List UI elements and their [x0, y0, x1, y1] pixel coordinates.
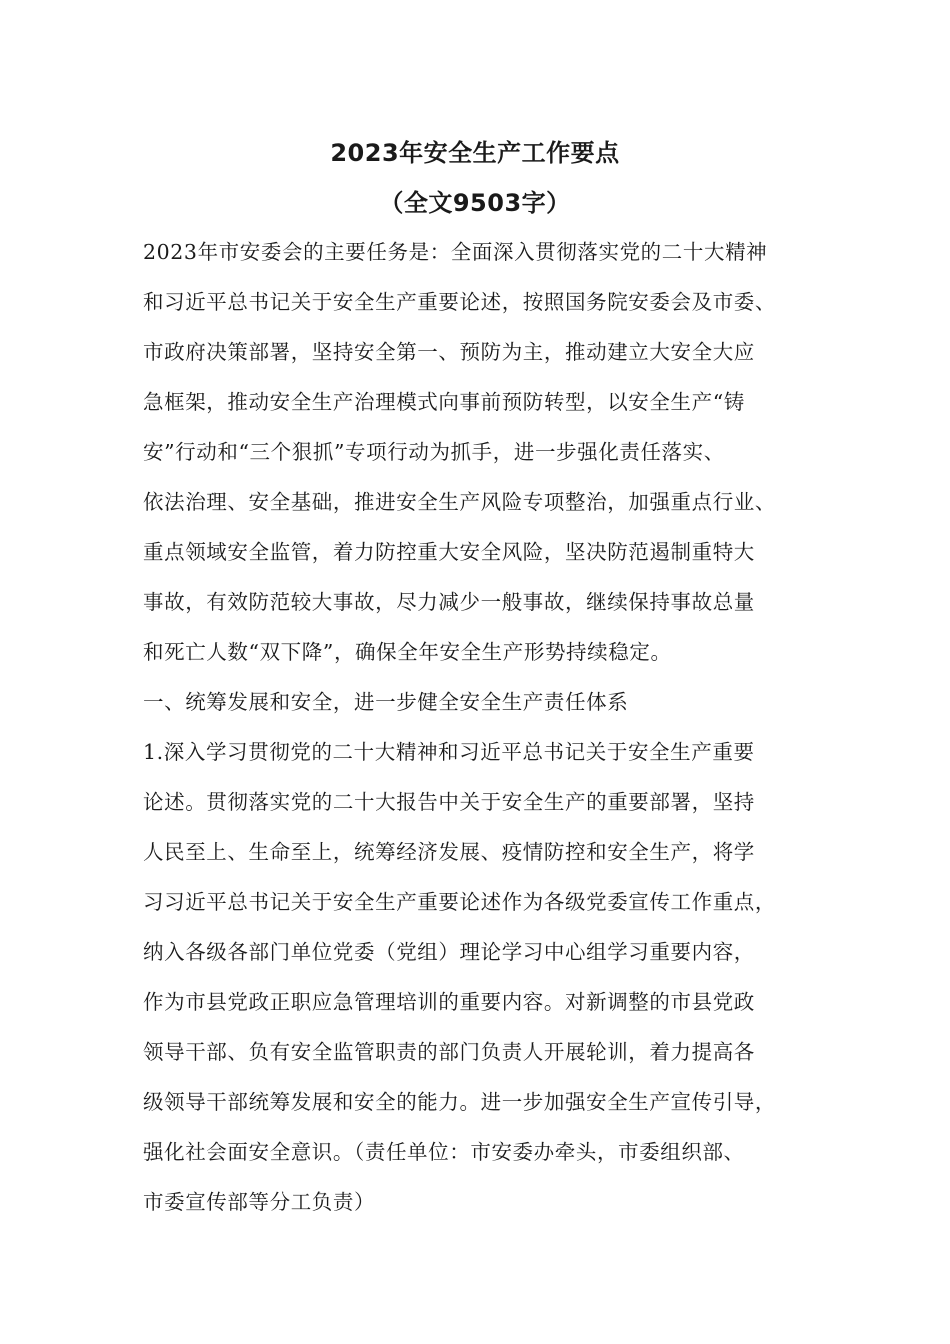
- body-line: 纳入各级各部门单位党委（党组）理论学习中心组学习重要内容，: [143, 940, 755, 964]
- body-line: 重点领域安全监管，着力防控重大安全风险，坚决防范遏制重特大: [143, 540, 755, 564]
- body-line: 事故，有效防范较大事故，尽力减少一般事故，继续保持事故总量: [143, 590, 755, 614]
- body-line: 1.深入学习贯彻党的二十大精神和习近平总书记关于安全生产重要: [143, 740, 755, 764]
- body-line: 强化社会面安全意识。（责任单位：市安委办牵头，市委组织部、: [143, 1140, 745, 1164]
- body-line: 领导干部、负有安全监管职责的部门负责人开展轮训，着力提高各: [143, 1040, 755, 1064]
- section-heading: 一、统筹发展和安全，进一步健全安全生产责任体系: [143, 690, 629, 714]
- body-line: 依法治理、安全基础，推进安全生产风险专项整治，加强重点行业、: [143, 490, 776, 514]
- body-line: 市委宣传部等分工负责）: [143, 1190, 376, 1214]
- body-line: 急框架，推动安全生产治理模式向事前预防转型，以安全生产“铸: [143, 390, 745, 414]
- body-line: 级领导干部统筹发展和安全的能力。进一步加强安全生产宣传引导，: [143, 1090, 776, 1114]
- document-subtitle: （全文9503字）: [379, 189, 571, 217]
- body-line: 2023年市安委会的主要任务是：全面深入贯彻落实党的二十大精神: [143, 240, 768, 264]
- document-title: 2023年安全生产工作要点: [330, 139, 620, 167]
- body-line: 作为市县党政正职应急管理培训的重要内容。对新调整的市县党政: [143, 990, 755, 1014]
- body-line: 安”行动和“三个狠抓”专项行动为抓手，进一步强化责任落实、: [143, 440, 725, 464]
- body-line: 和死亡人数“双下降”，确保全年安全生产形势持续稳定。: [143, 640, 672, 664]
- body-line: 习习近平总书记关于安全生产重要论述作为各级党委宣传工作重点，: [143, 890, 776, 914]
- body-line: 人民至上、生命至上，统筹经济发展、疫情防控和安全生产，将学: [143, 840, 755, 864]
- document-body: [143, 227, 833, 1227]
- body-line: 市政府决策部署，坚持安全第一、预防为主，推动建立大安全大应: [143, 340, 755, 364]
- body-line: 和习近平总书记关于安全生产重要论述，按照国务院安委会及市委、: [143, 290, 776, 314]
- body-line: 论述。贯彻落实党的二十大报告中关于安全生产的重要部署，坚持: [143, 790, 755, 814]
